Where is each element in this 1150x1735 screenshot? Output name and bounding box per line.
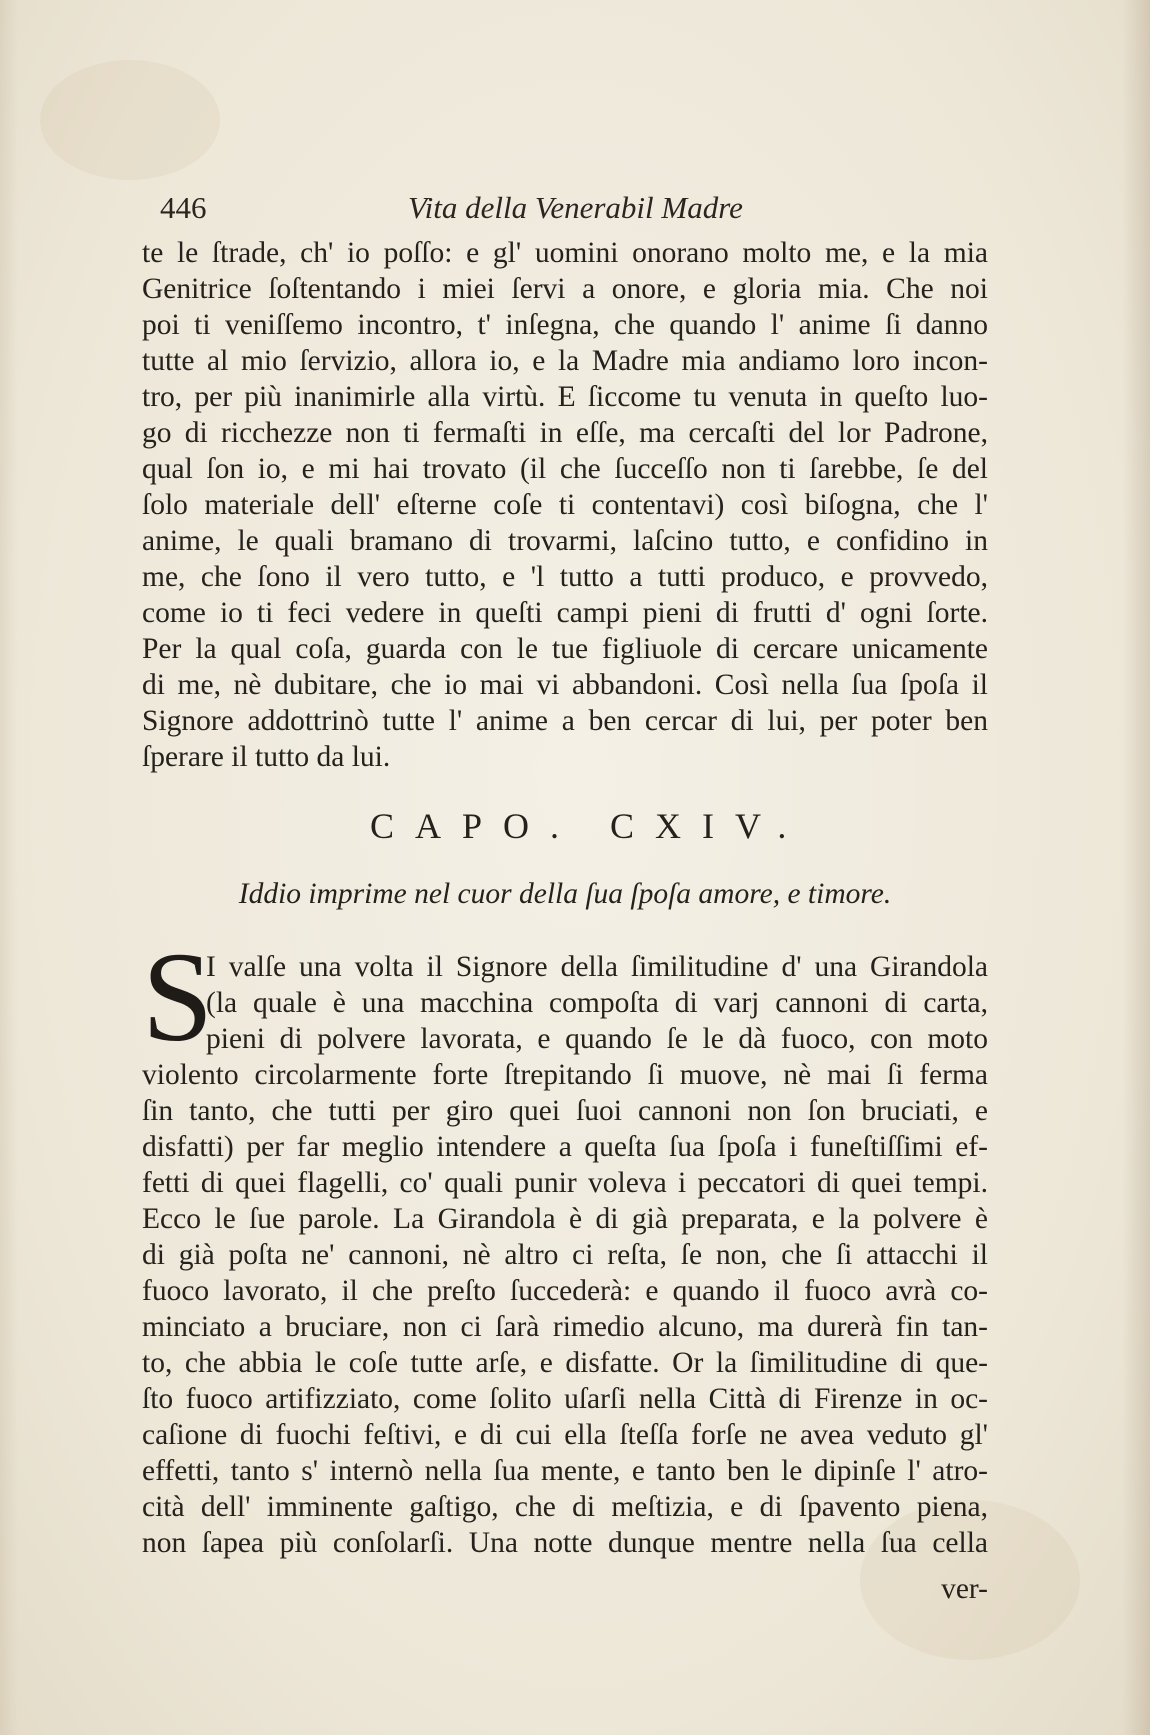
running-head: Vita della Venerabil Madre — [408, 190, 743, 225]
page-header — [160, 190, 970, 234]
text-line: te le ſtrade, ch' io poſſo: e gl' uomini onorano molto me, e la mia — [142, 237, 988, 269]
text-line: di già poſta ne' cannoni, nè altro ci reſta, ſe non, che ſi attacchi il — [142, 1239, 988, 1271]
text-line: pieni di polvere lavorata, e quando ſe le dà fuoco, con moto — [206, 1023, 988, 1055]
text-line: ſto fuoco artifizziato, come ſolito uſarſi nella Città di Firenze in oc- — [142, 1383, 988, 1415]
text-line: tutte al mio ſervizio, allora io, e la Madre mia andiamo loro incon- — [142, 345, 988, 377]
text-line: anime, le quali bramano di trovarmi, laſcino tutto, e confidino in — [142, 525, 988, 557]
chapter-heading: CAPO. CXIV. — [370, 806, 808, 846]
text-line: minciato a bruciare, non ci ſarà rimedio alcuno, ma durerà fin tan- — [142, 1311, 988, 1343]
text-line: tro, per più inanimirle alla virtù. E ſiccome tu venuta in queſto luo- — [142, 381, 988, 413]
text-line: disfatti) per far meglio intendere a queſta ſua ſpoſa i funeſtiſſimi ef- — [142, 1131, 988, 1163]
text-line: poi ti veniſſemo incontro, t' inſegna, che quando l' anime ſi danno — [142, 309, 988, 341]
paper-stain — [40, 60, 220, 180]
text-line: ſolo materiale dell' eſterne coſe ti contentavi) così biſogna, che l' — [142, 489, 988, 521]
text-line: go di ricchezze non ti fermaſti in eſſe, ma cercaſti del lor Padrone, — [142, 417, 988, 449]
text-line: ſin tanto, che tutti per giro quei ſuoi cannoni non ſon bruciati, e — [142, 1095, 988, 1127]
catchword: ver- — [941, 1573, 988, 1605]
text-line: (la quale è una macchina compoſta di varj cannoni di carta, — [206, 987, 988, 1019]
text-line: fuoco lavorato, il che preſto ſuccederà: e quando il fuoco avrà co- — [142, 1275, 988, 1307]
text-line: ſperare il tutto da lui. — [142, 741, 391, 773]
text-line: caſione di fuochi feſtivi, e di cui ella ſteſſa forſe ne avea veduto gl' — [142, 1419, 988, 1451]
text-line: come io ti feci vedere in queſti campi pieni di frutti d' ogni ſorte. — [142, 597, 988, 629]
text-line: Ecco le ſue parole. La Girandola è di già preparata, e la polvere è — [142, 1203, 988, 1235]
text-line: cità dell' imminente gaſtigo, che di meſtizia, e di ſpavento piena, — [142, 1491, 988, 1523]
text-line: me, che ſono il vero tutto, e 'l tutto a tutti produco, e provvedo, — [142, 561, 988, 593]
text-line: non ſapea più conſolarſi. Una notte dunque mentre nella ſua cella — [142, 1527, 988, 1559]
text-line: I valſe una volta il Signore della ſimilitudine d' una Girandola — [206, 951, 988, 983]
text-line: to, che abbia le coſe tutte arſe, e disfatte. Or la ſimilitudine di que- — [142, 1347, 988, 1379]
text-line: effetti, tanto s' internò nella ſua mente, e tanto ben le dipinſe l' atro- — [142, 1455, 988, 1487]
page-number: 446 — [160, 190, 207, 225]
chapter-subtitle: Iddio imprime nel cuor della ſua ſpoſa amore, e timore. — [238, 878, 892, 910]
text-line: di me, nè dubitare, che io mai vi abbandoni. Così nella ſua ſpoſa il — [142, 669, 988, 701]
text-line: fetti di quei flagelli, co' quali punir voleva i peccatori di quei tempi. — [142, 1167, 988, 1199]
text-line: Per la qual coſa, guarda con le tue figliuole di cercare unicamente — [142, 633, 988, 665]
text-line: violento circolarmente forte ſtrepitando ſi muove, nè mai ſi ferma — [142, 1059, 988, 1091]
drop-cap: S — [142, 926, 214, 1068]
text-line: Signore addottrinò tutte l' anime a ben cercar di lui, per poter ben — [142, 705, 988, 737]
text-line: qual ſon io, e mi hai trovato (il che ſucceſſo non ti ſarebbe, ſe del — [142, 453, 988, 485]
text-line: Genitrice ſoſtentando i miei ſervi a onore, e gloria mia. Che noi — [142, 273, 988, 305]
